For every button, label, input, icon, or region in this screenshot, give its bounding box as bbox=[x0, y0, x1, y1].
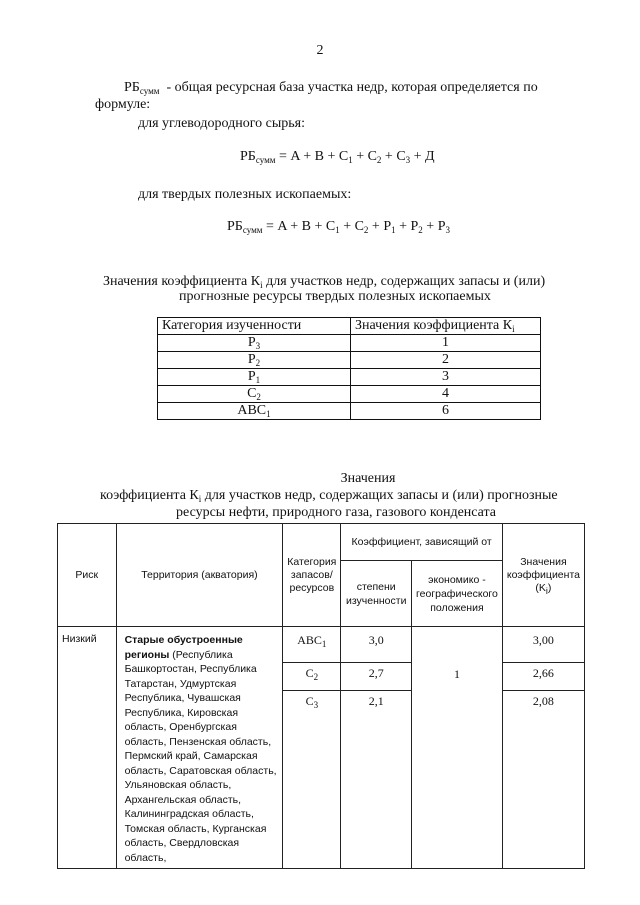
t1-title-b: для участков недр, содержащих запасы и (или) bbox=[262, 274, 546, 289]
t2-title-a: коэффициента К bbox=[100, 488, 199, 503]
solid-label: для твердых полезных ископаемых: bbox=[138, 187, 352, 202]
f1-symbol: РБ bbox=[240, 149, 256, 164]
f1-rhs: = A + B + C bbox=[278, 149, 349, 164]
cat-text: C bbox=[305, 666, 314, 681]
t2-degree: 2,7 bbox=[341, 663, 412, 691]
t2-header-category: Категория запасов/ ресурсов bbox=[283, 524, 341, 627]
f1-tail2: + C bbox=[381, 149, 406, 164]
f2-t4: + P bbox=[422, 219, 446, 234]
f2-idx2: 2 bbox=[363, 225, 369, 235]
coefficient-table-solid bbox=[157, 317, 541, 420]
t2-cat bbox=[283, 627, 341, 663]
cat-sub: 3 bbox=[313, 700, 319, 711]
table2-title-line1: Значения bbox=[340, 471, 396, 486]
table-row bbox=[158, 386, 541, 403]
t2-cat bbox=[283, 663, 341, 691]
territory-bold: Старые обустроенные регионы bbox=[124, 634, 243, 661]
t2-degree: 3,0 bbox=[341, 627, 412, 663]
table2-title-line3: ресурсы нефти, природного газа, газового конденсата bbox=[176, 505, 497, 520]
cat-sub: 1 bbox=[266, 409, 271, 419]
cat-text: C bbox=[305, 694, 314, 709]
t2-hv-close: ) bbox=[547, 581, 552, 594]
table-row bbox=[58, 627, 585, 663]
f1-end: + Д bbox=[410, 149, 435, 164]
cat-sub: 2 bbox=[256, 392, 261, 402]
coefficient-table-oil-gas bbox=[57, 523, 585, 869]
f2-t2: + P bbox=[368, 219, 392, 234]
f2-symbol-sub: сумм bbox=[242, 225, 263, 235]
t2-header-row1 bbox=[58, 524, 585, 561]
f2-t1: + C bbox=[339, 219, 364, 234]
definition-line bbox=[124, 79, 614, 96]
cat-text: C bbox=[247, 386, 257, 401]
table1-title-line2: прогнозные ресурсы твердых полезных ископаемых bbox=[179, 289, 491, 304]
t2-val: 3,00 bbox=[502, 627, 584, 663]
cat-sub: 1 bbox=[255, 375, 261, 385]
t2-header-risk: Риск bbox=[58, 524, 117, 627]
t2-title-sub: i bbox=[198, 494, 202, 504]
t1-title-sub: i bbox=[260, 280, 263, 290]
t2-hv-k: (K bbox=[535, 581, 546, 594]
cat-text: P bbox=[247, 369, 256, 384]
t2-title-b: для участков недр, содержащих запасы и (или) прогнозные bbox=[201, 488, 558, 503]
t2-header-econ: экономико - географического положения bbox=[412, 561, 503, 627]
cat-text: ABC bbox=[237, 403, 267, 418]
hydrocarbon-label: для углеводородного сырья: bbox=[138, 116, 305, 131]
cat-text: ABC bbox=[297, 633, 322, 647]
cat-text: P bbox=[247, 352, 256, 367]
t1-cat bbox=[158, 352, 351, 369]
f1-symbol-sub: сумм bbox=[255, 155, 276, 165]
t2-cat bbox=[283, 691, 341, 869]
symbol-sub: сумм bbox=[139, 86, 160, 96]
t1-hv-sub: i bbox=[512, 324, 515, 334]
t1-header-category: Категория изученности bbox=[158, 318, 351, 335]
t2-territory bbox=[116, 627, 283, 869]
t1-title-a: Значения коэффициента К bbox=[103, 274, 261, 289]
cat-sub: 2 bbox=[313, 672, 319, 683]
t1-val: 2 bbox=[351, 352, 541, 369]
t1-cat bbox=[158, 335, 351, 352]
f2-idx1: 1 bbox=[335, 225, 340, 235]
t2-hv-text: Значения коэффициента bbox=[506, 555, 580, 581]
cat-sub: 1 bbox=[321, 639, 327, 649]
table-row bbox=[158, 369, 541, 386]
f1-idx2: 2 bbox=[376, 155, 382, 165]
f2-rhs: = A + B + C bbox=[265, 219, 336, 234]
f1-idx3: 3 bbox=[405, 155, 411, 165]
f2-symbol: РБ bbox=[227, 219, 243, 234]
formula-hydrocarbon bbox=[240, 148, 435, 165]
symbol-rb: РБ bbox=[124, 80, 140, 95]
f2-idx5: 3 bbox=[445, 225, 450, 235]
cat-sub: 3 bbox=[255, 341, 261, 351]
t1-val: 3 bbox=[351, 369, 541, 386]
t2-val: 2,66 bbox=[502, 663, 584, 691]
f1-tail1: + C bbox=[352, 149, 377, 164]
t2-header-territory: Территория (акватория) bbox=[116, 524, 283, 627]
t1-cat bbox=[158, 386, 351, 403]
t2-risk: Низкий bbox=[58, 627, 117, 869]
t2-degree: 2,1 bbox=[341, 691, 412, 869]
t1-val: 1 bbox=[351, 335, 541, 352]
t1-header-value bbox=[351, 318, 541, 335]
t2-val: 2,08 bbox=[502, 691, 584, 869]
formula-solid bbox=[227, 218, 450, 235]
f2-idx3: 1 bbox=[391, 225, 396, 235]
f2-idx4: 2 bbox=[418, 225, 423, 235]
table-row bbox=[158, 403, 541, 420]
t2-header-values bbox=[502, 524, 584, 627]
t2-header-coef-group: Коэффициент, зависящий от bbox=[341, 524, 502, 561]
t1-val: 4 bbox=[351, 386, 541, 403]
table2-title-line2 bbox=[100, 487, 558, 504]
t2-econ: 1 bbox=[412, 627, 503, 869]
t1-header-row bbox=[158, 318, 541, 335]
t1-cat bbox=[158, 403, 351, 420]
t1-cat bbox=[158, 369, 351, 386]
definition-text: - общая ресурсная база участка недр, которая определяется по bbox=[166, 80, 538, 95]
table-row bbox=[158, 352, 541, 369]
page-number: 2 bbox=[316, 43, 324, 58]
t1-val: 6 bbox=[351, 403, 541, 420]
t1-hv-text: Значения коэффициента К bbox=[355, 318, 513, 333]
cat-sub: 2 bbox=[255, 358, 261, 368]
territory-rest: (Республика Башкортостан, Республика Татарстан, Удмуртская Республика, Чувашская Республика, Кировская область, Оренбургская область, Пензенская область, Пермский край, Самарская область, Саратовская область, Ульяновская область, Архангельская область, Калининградская область, Томская область, Курганская область, Свердловская область, bbox=[124, 648, 277, 864]
cat-text: P bbox=[247, 335, 256, 350]
f2-t3: + P bbox=[395, 219, 419, 234]
t2-header-degree: степени изученности bbox=[341, 561, 412, 627]
t2-hv-sub: i bbox=[545, 585, 548, 596]
table-row bbox=[158, 335, 541, 352]
f1-idx1: 1 bbox=[348, 155, 353, 165]
definition-cont: формуле: bbox=[95, 97, 151, 112]
